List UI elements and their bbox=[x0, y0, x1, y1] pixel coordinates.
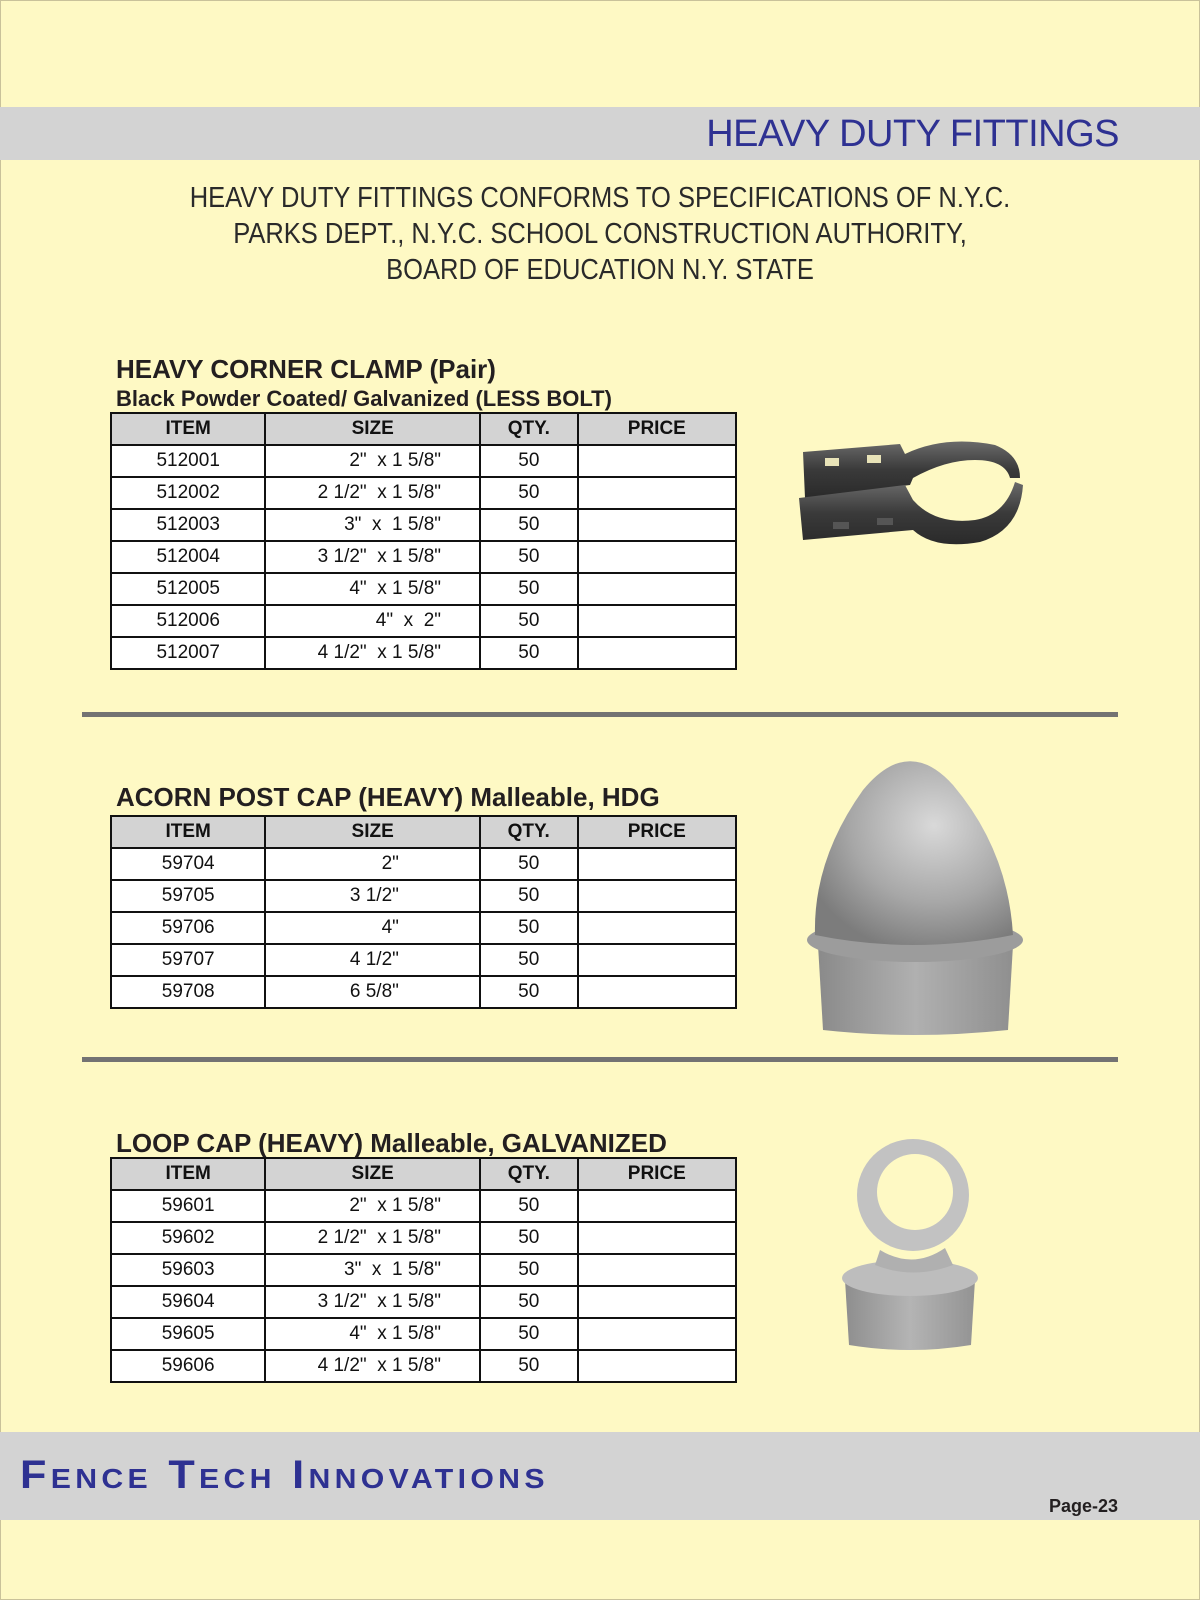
size-cell: 3" x 1 5/8" bbox=[265, 1254, 480, 1286]
table-row bbox=[111, 1190, 736, 1222]
size-cell: 3" x 1 5/8" bbox=[265, 509, 480, 541]
column-header-size: SIZE bbox=[265, 816, 480, 848]
table-row bbox=[111, 573, 736, 605]
table-row bbox=[111, 445, 736, 477]
size-cell: 4" x 2" bbox=[265, 605, 480, 637]
column-header-qty: QTY. bbox=[480, 816, 578, 848]
qty-cell: 50 bbox=[480, 1254, 578, 1286]
price-cell[interactable] bbox=[578, 509, 736, 541]
item-cell: 59704 bbox=[111, 848, 265, 880]
item-cell: 59708 bbox=[111, 976, 265, 1008]
column-header-price: PRICE bbox=[578, 1158, 736, 1190]
size-cell: 4 1/2" x 1 5/8" bbox=[265, 637, 480, 669]
qty-cell: 50 bbox=[480, 1318, 578, 1350]
item-cell: 59707 bbox=[111, 944, 265, 976]
column-header-item: ITEM bbox=[111, 816, 265, 848]
table-row bbox=[111, 848, 736, 880]
size-cell: 4 1/2" bbox=[265, 944, 480, 976]
qty-cell: 50 bbox=[480, 541, 578, 573]
table-row bbox=[111, 1350, 736, 1382]
section-divider bbox=[82, 1057, 1118, 1062]
price-cell[interactable] bbox=[578, 848, 736, 880]
size-cell: 2 1/2" x 1 5/8" bbox=[265, 1222, 480, 1254]
qty-cell: 50 bbox=[480, 509, 578, 541]
table-row bbox=[111, 605, 736, 637]
price-cell[interactable] bbox=[578, 944, 736, 976]
page-title: HEAVY DUTY FITTINGS bbox=[706, 113, 1119, 155]
qty-cell: 50 bbox=[480, 1350, 578, 1382]
column-header-item: ITEM bbox=[111, 413, 265, 445]
corner-clamp-table bbox=[110, 412, 737, 670]
item-cell: 512001 bbox=[111, 445, 265, 477]
price-cell[interactable] bbox=[578, 445, 736, 477]
column-header-price: PRICE bbox=[578, 816, 736, 848]
section-title-acorn-cap: ACORN POST CAP (HEAVY) Malleable, HDG bbox=[116, 782, 660, 812]
table-row bbox=[111, 541, 736, 573]
item-cell: 512007 bbox=[111, 637, 265, 669]
acorn-cap-photo-icon bbox=[803, 740, 1033, 1035]
item-cell: 59605 bbox=[111, 1318, 265, 1350]
table-row bbox=[111, 1318, 736, 1350]
column-header-qty: QTY. bbox=[480, 413, 578, 445]
page-number: Page-23 bbox=[1048, 1496, 1118, 1516]
qty-cell: 50 bbox=[480, 1190, 578, 1222]
table-row bbox=[111, 1222, 736, 1254]
price-cell[interactable] bbox=[578, 1318, 736, 1350]
price-cell[interactable] bbox=[578, 880, 736, 912]
column-header-size: SIZE bbox=[265, 1158, 480, 1190]
table-row bbox=[111, 1254, 736, 1286]
section-divider bbox=[82, 712, 1118, 717]
item-cell: 59606 bbox=[111, 1350, 265, 1382]
size-cell: 6 5/8" bbox=[265, 976, 480, 1008]
table-header-row bbox=[111, 816, 736, 848]
size-cell: 4" x 1 5/8" bbox=[265, 1318, 480, 1350]
section-subtitle-corner-clamp: Black Powder Coated/ Galvanized (LESS BOLT) bbox=[116, 386, 612, 411]
table-row bbox=[111, 880, 736, 912]
size-cell: 2" x 1 5/8" bbox=[265, 1190, 480, 1222]
loop-cap-photo-icon bbox=[835, 1130, 985, 1355]
price-cell[interactable] bbox=[578, 637, 736, 669]
qty-cell: 50 bbox=[480, 637, 578, 669]
item-cell: 512005 bbox=[111, 573, 265, 605]
price-cell[interactable] bbox=[578, 573, 736, 605]
qty-cell: 50 bbox=[480, 976, 578, 1008]
qty-cell: 50 bbox=[480, 848, 578, 880]
qty-cell: 50 bbox=[480, 1222, 578, 1254]
size-cell: 2 1/2" x 1 5/8" bbox=[265, 477, 480, 509]
size-cell: 3 1/2" x 1 5/8" bbox=[265, 1286, 480, 1318]
table-row bbox=[111, 1286, 736, 1318]
size-cell: 4" x 1 5/8" bbox=[265, 573, 480, 605]
item-cell: 59601 bbox=[111, 1190, 265, 1222]
qty-cell: 50 bbox=[480, 573, 578, 605]
price-cell[interactable] bbox=[578, 541, 736, 573]
table-row bbox=[111, 477, 736, 509]
item-cell: 512003 bbox=[111, 509, 265, 541]
specification-note bbox=[178, 180, 1023, 288]
table-row bbox=[111, 912, 736, 944]
qty-cell: 50 bbox=[480, 1286, 578, 1318]
price-cell[interactable] bbox=[578, 1286, 736, 1318]
size-cell: 3 1/2" x 1 5/8" bbox=[265, 541, 480, 573]
corner-clamp-photo-icon bbox=[795, 430, 1035, 560]
specification-line: PARKS DEPT., N.Y.C. SCHOOL CONSTRUCTION AUTHORITY, bbox=[233, 218, 967, 250]
column-header-size: SIZE bbox=[265, 413, 480, 445]
table-header-row bbox=[111, 1158, 736, 1190]
price-cell[interactable] bbox=[578, 477, 736, 509]
item-cell: 512002 bbox=[111, 477, 265, 509]
size-cell: 4" bbox=[265, 912, 480, 944]
table-row bbox=[111, 944, 736, 976]
loop-cap-table bbox=[110, 1157, 737, 1383]
acorn-cap-table bbox=[110, 815, 737, 1009]
table-row bbox=[111, 637, 736, 669]
price-cell[interactable] bbox=[578, 976, 736, 1008]
specification-line: HEAVY DUTY FITTINGS CONFORMS TO SPECIFICATIONS OF N.Y.C. bbox=[189, 182, 1011, 214]
size-cell: 4 1/2" x 1 5/8" bbox=[265, 1350, 480, 1382]
qty-cell: 50 bbox=[480, 944, 578, 976]
column-header-price: PRICE bbox=[578, 413, 736, 445]
price-cell[interactable] bbox=[578, 605, 736, 637]
qty-cell: 50 bbox=[480, 880, 578, 912]
price-cell[interactable] bbox=[578, 1222, 736, 1254]
price-cell[interactable] bbox=[578, 912, 736, 944]
qty-cell: 50 bbox=[480, 605, 578, 637]
table-row bbox=[111, 509, 736, 541]
item-cell: 59603 bbox=[111, 1254, 265, 1286]
specification-line: BOARD OF EDUCATION N.Y. STATE bbox=[386, 254, 814, 286]
section-title-corner-clamp: HEAVY CORNER CLAMP (Pair) bbox=[116, 354, 496, 384]
qty-cell: 50 bbox=[480, 445, 578, 477]
price-cell[interactable] bbox=[578, 1254, 736, 1286]
item-cell: 59602 bbox=[111, 1222, 265, 1254]
size-cell: 3 1/2" bbox=[265, 880, 480, 912]
qty-cell: 50 bbox=[480, 912, 578, 944]
column-header-qty: QTY. bbox=[480, 1158, 578, 1190]
item-cell: 512004 bbox=[111, 541, 265, 573]
section-title-loop-cap: LOOP CAP (HEAVY) Malleable, GALVANIZED bbox=[116, 1128, 667, 1158]
price-cell[interactable] bbox=[578, 1190, 736, 1222]
table-row bbox=[111, 976, 736, 1008]
item-cell: 59705 bbox=[111, 880, 265, 912]
column-header-item: ITEM bbox=[111, 1158, 265, 1190]
table-header-row bbox=[111, 413, 736, 445]
item-cell: 59604 bbox=[111, 1286, 265, 1318]
item-cell: 512006 bbox=[111, 605, 265, 637]
item-cell: 59706 bbox=[111, 912, 265, 944]
brand-logo: Fence Tech Innovations bbox=[20, 1453, 549, 1497]
qty-cell: 50 bbox=[480, 477, 578, 509]
size-cell: 2" bbox=[265, 848, 480, 880]
price-cell[interactable] bbox=[578, 1350, 736, 1382]
size-cell: 2" x 1 5/8" bbox=[265, 445, 480, 477]
